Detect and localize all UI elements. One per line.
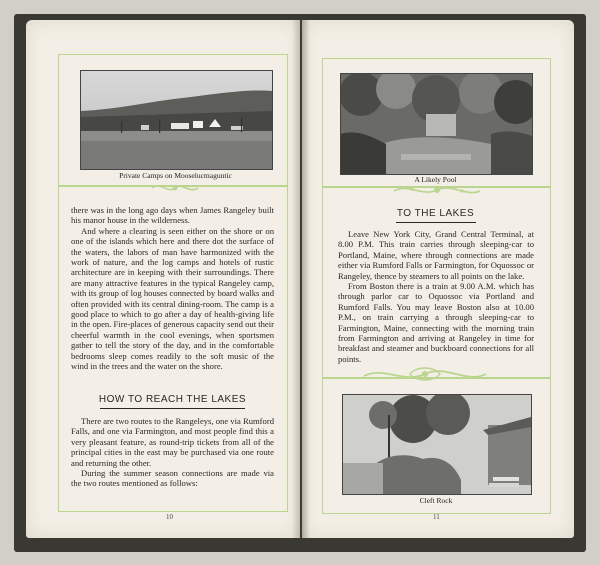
private-camps-photo	[80, 70, 273, 170]
left-paragraph-2: And where a clearing is seen either on the shore or on one of the islands which here and there dot the surface of the waters, the labors of man have harmonized with the work of nature, and the log camps and hotels of rustic architecture are in keeping with their surroundings. There are many attractive features in the typical Rangeley camp, with its group of log houses connected by board walks and often provided with its central dining-room. The camp is a good place to which to go after a day of health-giving life in the open. Fire-places of generous capacity send out their cheerful warmth in the cool evenings, when sportsmen gather to tell the story of the day, and in the comfortable bedrooms sleep comes readily to the soft music of the wind in the trees and the water on the shore.	[71, 225, 274, 372]
left-body-text	[71, 205, 274, 372]
right-paragraph-1: Leave New York City, Grand Central Terminal, at 8.00 P.M. This train carries through sleeping-car to Portland, Maine, where through connections are made either via Rumford Falls or Farmington, for Oquossoc or Rangeley, thence by steamers to all points on the lake.	[338, 229, 534, 281]
left-paragraph-1: there was in the long ago days when James Rangeley built his manor house in the wilderness.	[71, 205, 274, 226]
page-gutter	[292, 20, 310, 538]
left-section-paragraph-1: There are two routes to the Rangeleys, one via Rumford Falls, and one via Farmington, and most people find this a very pleasant feature, as round-trip tickets from all of the principal cities in the east may be purchased via one route and returning the other.	[71, 416, 274, 468]
cleft-rock-photo	[342, 394, 532, 495]
cleft-rock-illustration	[343, 395, 531, 494]
right-bottom-scroll-ornament	[360, 362, 490, 386]
left-section-paragraph-2: During the summer season connections are made via the two routes mentioned as follows:	[71, 468, 274, 489]
right-paragraph-2: From Boston there is a train at 9.00 A.M. which has through parlor car to Oquossoc via Portland and Rumford Falls. You may leave Boston also at 10.00 P.M., on train carrying a through sleeping-car to Farmington, Maine, connecting with the morning train from Farmington and arriving at Rangeley in time for breakfast and steamer and buckboard connections for all points.	[338, 281, 534, 364]
likely-pool-illustration	[341, 74, 532, 174]
likely-pool-photo	[340, 73, 533, 175]
left-scroll-ornament	[150, 180, 200, 196]
to-the-lakes-heading: TO THE LAKES	[396, 208, 475, 219]
likely-pool-caption: A Likely Pool	[414, 175, 457, 184]
private-camps-illustration	[81, 71, 272, 169]
right-top-scroll-ornament	[392, 182, 482, 198]
right-page-number: 11	[433, 513, 440, 521]
to-the-lakes-underline	[396, 222, 476, 223]
left-page-number: 10	[166, 513, 173, 521]
cleft-rock-caption: Cleft Rock	[419, 496, 453, 505]
reach-lakes-heading: HOW TO REACH THE LAKES	[98, 394, 247, 405]
left-section-text	[71, 416, 274, 489]
right-body-text	[338, 229, 534, 364]
private-camps-caption: Private Camps on Mooselucmaguntic	[119, 171, 232, 180]
reach-lakes-underline	[100, 408, 245, 409]
